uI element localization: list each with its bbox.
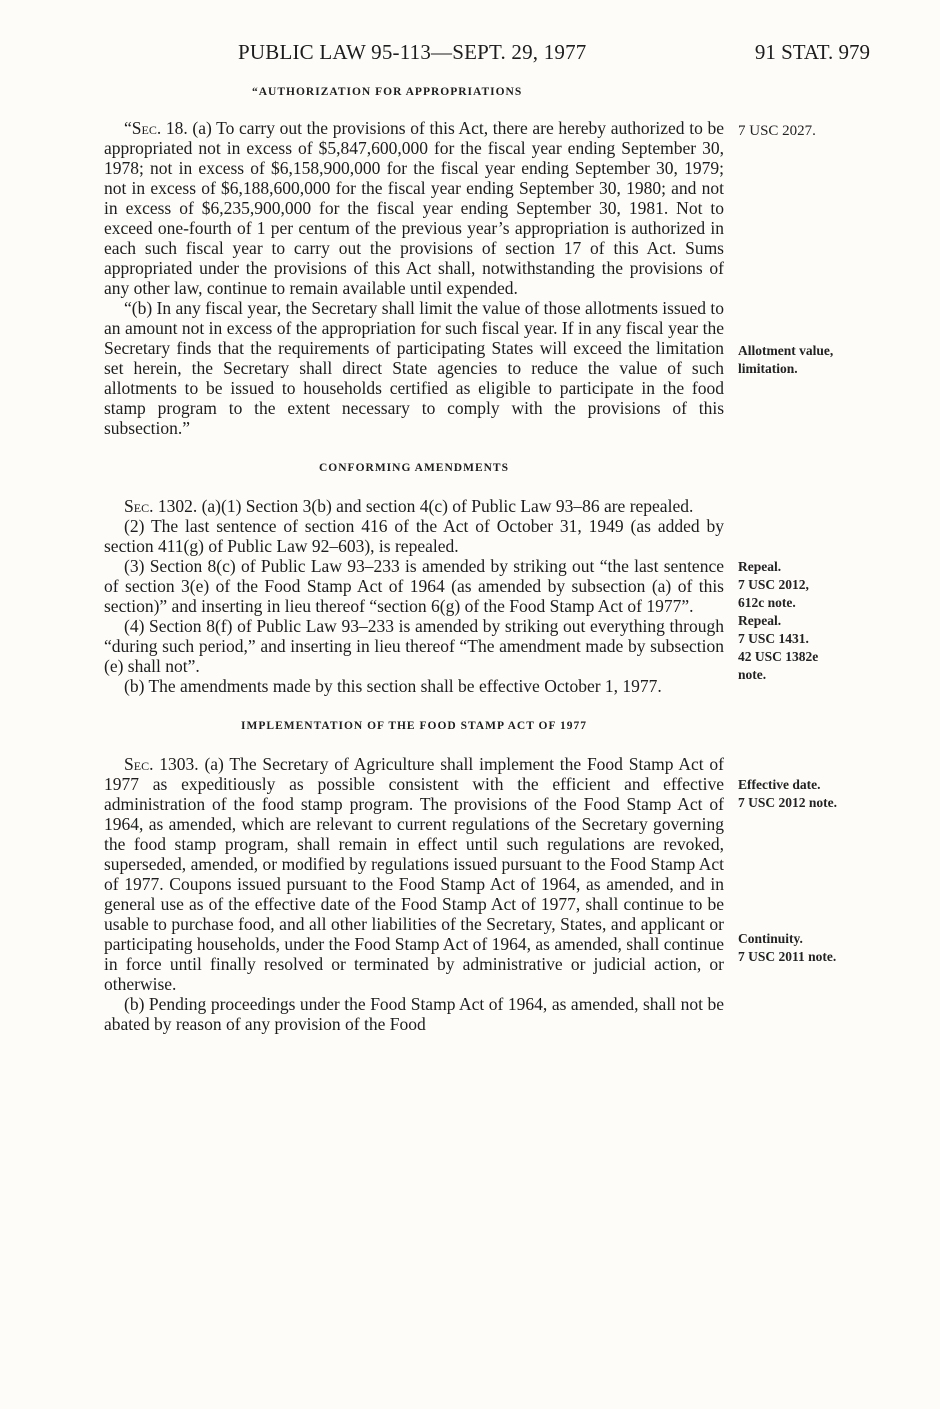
margin-note-line: 612c note. xyxy=(738,595,796,610)
sec1302-a2: (2) The last sentence of section 416 of the Act of October 31, 1949 (as added by section 411(g) of Public Law 92–603), is repealed. xyxy=(104,516,724,556)
margin-note-continuity xyxy=(738,930,928,966)
margin-note-line: 7 USC 2012 note. xyxy=(738,795,838,810)
running-head: PUBLIC LAW 95-113—SEPT. 29, 1977 xyxy=(238,40,587,64)
margin-note-repeal xyxy=(738,558,928,684)
margin-note-line: 42 USC 1382e xyxy=(738,649,819,664)
margin-note-line: 7 USC 2012, xyxy=(738,577,809,592)
sec1302-label: Sec. xyxy=(124,496,154,516)
page-header xyxy=(0,40,940,72)
sec1302-a1 xyxy=(104,496,724,516)
main-text xyxy=(104,84,724,1034)
margin-note-line: Repeal. xyxy=(738,559,782,574)
statute-page-number: 91 STAT. 979 xyxy=(754,40,870,64)
margin-note-line: note. xyxy=(738,667,767,682)
sec18-label: “Sec. xyxy=(124,118,162,138)
sec1302-a1-text: 1302. (a)(1) Section 3(b) and section 4(c) of Public Law 93–86 are repealed. xyxy=(153,496,694,516)
implementation-heading: IMPLEMENTATION OF THE FOOD STAMP ACT OF 1977 xyxy=(241,720,587,732)
margin-note-line: 7 USC 2011 note. xyxy=(738,949,837,964)
margin-note-effective-date xyxy=(738,776,928,812)
sec1302-a3: (3) Section 8(c) of Public Law 93–233 is amended by striking out “the last sentence of section 3(e) of the Food Stamp Act of 1964 (as amended by subsection (a) of this section)” and inserting in lieu thereof “section 6(g) of the Food Stamp Act of 1977”. xyxy=(104,556,724,616)
sec18-subsection-a xyxy=(104,118,724,298)
margin-note-line: limitation. xyxy=(738,361,798,376)
sec1303-label: Sec. xyxy=(124,754,154,774)
margin-note-line: Continuity. xyxy=(738,931,803,946)
sec1303-b: (b) Pending proceedings under the Food Stamp Act of 1964, as amended, shall not be abated by reason of any provision of the Food xyxy=(104,994,724,1034)
margin-note-line: Effective date. xyxy=(738,777,821,792)
margin-note-line: 7 USC 1431. xyxy=(738,631,809,646)
margin-note-line: 7 USC 2027. xyxy=(738,123,816,139)
authorization-heading: “AUTHORIZATION FOR APPROPRIATIONS xyxy=(252,86,523,98)
conforming-amendments-heading: CONFORMING AMENDMENTS xyxy=(319,462,509,474)
sec18-subsection-b: “(b) In any fiscal year, the Secretary shall limit the value of those allotments issued to an amount not in excess of the appropriation for such fiscal year. If in any fiscal year the Secretary finds that the requirements of participating States will exceed the limitation set herein, the Secretary shall direct State agencies to reduce the value of such allotments to be issued to households certified as eligible to participate in the food stamp program to the extent necessary to comply with the provisions of this subsection.” xyxy=(104,298,724,438)
sec1302-a4: (4) Section 8(f) of Public Law 93–233 is amended by striking out everything through “during such period,” and inserting in lieu thereof “The amendment made by subsection (e) shall not”. xyxy=(104,616,724,676)
margin-note-allotment xyxy=(738,342,928,378)
sec1302-b: (b) The amendments made by this section shall be effective October 1, 1977. xyxy=(124,676,662,696)
sec18-a-text: 18. (a) To carry out the provisions of this Act, there are hereby authorized to be appropriated not in excess of $5,847,600,000 for the fiscal year ending September 30, 1978; not in excess of $6,158,900,000 for the fiscal year ending September 30, 1979; not in excess of $6,188,600,000 for the fiscal year ending September 30, 1980; and not in excess of $6,235,900,000 for the fiscal year ending September 30, 1981. Not to exceed one-fourth of 1 per centum of the previous year’s appropriation is authorized in each such fiscal year to carry out the provisions of section 17 of this Act. Sums appropriated under the provisions of this Act shall, notwithstanding the provisions of any other law, continue to remain available until expended. xyxy=(104,118,724,298)
margin-note-line: Repeal. xyxy=(738,613,782,628)
margin-note-7usc2027 xyxy=(738,122,928,140)
sec1303-a-text: 1303. (a) The Secretary of Agriculture shall implement the Food Stamp Act of 1977 as expeditiously as possible consistent with the efficient and effective administration of the food stamp program. The provisions of the Food Stamp Act of 1964, as amended, which are relevant to current regulations of the Secretary governing the food stamp program, shall remain in effect until such regulations are revoked, superseded, amended, or modified by regulations issued pursuant to the Food Stamp Act of 1977. Coupons issued pursuant to the Food Stamp Act of 1964, as amended, and in general use as of the effective date of the Food Stamp Act of 1977, shall continue to be usable to purchase food, and all other liabilities of the Secretary, States, and applicant or participating households, under the Food Stamp Act of 1964, as amended, shall continue in force until finally resolved or terminated by administrative or judicial action, or otherwise. xyxy=(104,754,724,994)
sec1303-a xyxy=(104,754,724,994)
margin-note-line: Allotment value, xyxy=(738,343,834,358)
